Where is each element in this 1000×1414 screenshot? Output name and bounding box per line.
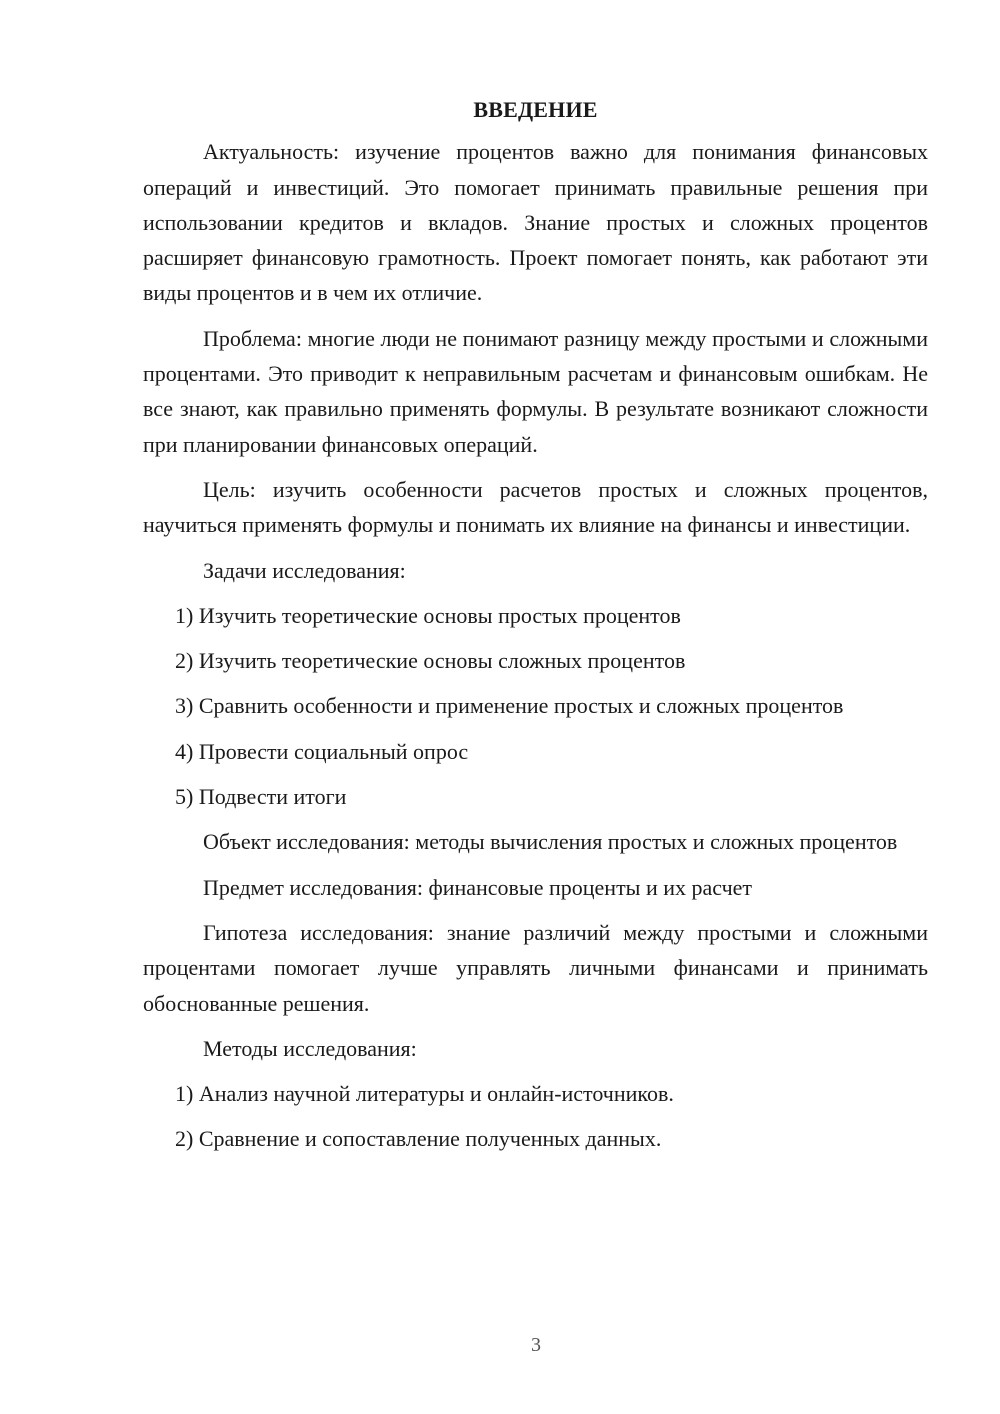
goal-paragraph: Цель: изучить особенности расчетов простых и сложных процентов, научиться применять формулы и понимать их влияние на финансы и инвестиции. (143, 476, 928, 538)
document-page (143, 92, 928, 1167)
task-item-5: 5) Подвести итоги (175, 784, 347, 810)
method-item-2: 2) Сравнение и сопоставление полученных данных. (175, 1126, 662, 1152)
page-number: 3 (531, 1334, 541, 1356)
tasks-heading: Задачи исследования: (203, 557, 406, 583)
method-item-1: 1) Анализ научной литературы и онлайн-источников. (175, 1081, 674, 1107)
task-item-4: 4) Провести социальный опрос (175, 738, 469, 764)
task-item-3: 3) Сравнить особенности и применение простых и сложных процентов (175, 693, 844, 719)
methods-list (143, 1076, 928, 1157)
subject-paragraph: Предмет исследования: финансовые проценты и их расчет (203, 874, 753, 900)
tasks-list (143, 598, 928, 814)
hypothesis-paragraph: Гипотеза исследования: знание различий между простыми и сложными процентами помогает лучше управлять личными финансами и принимать обоснованные решения. (143, 919, 928, 1016)
task-item-2: 2) Изучить теоретические основы сложных процентов (175, 648, 686, 674)
task-item-1: 1) Изучить теоретические основы простых процентов (175, 602, 681, 628)
methods-heading: Методы исследования: (203, 1035, 417, 1061)
problem-paragraph: Проблема: многие люди не понимают разницу между простыми и сложными процентами. Это приводит к неправильным расчетам и финансовым ошибкам. Не все знают, как правильно применять формулы. В результате возникают сложности при планировании финансовых операций. (143, 325, 928, 457)
object-paragraph: Объект исследования: методы вычисления простых и сложных процентов (203, 829, 898, 855)
relevance-paragraph: Актуальность: изучение процентов важно для понимания финансовых операций и инвестиций. Это помогает принимать правильные решения при использовании кредитов и вкладов. Знание простых и сложных процентов расширяет финансовую грамотность. Проект помогает понять, как работают эти виды процентов и в чем их отличие. (143, 139, 928, 306)
section-title: ВВЕДЕНИЕ (473, 97, 598, 122)
